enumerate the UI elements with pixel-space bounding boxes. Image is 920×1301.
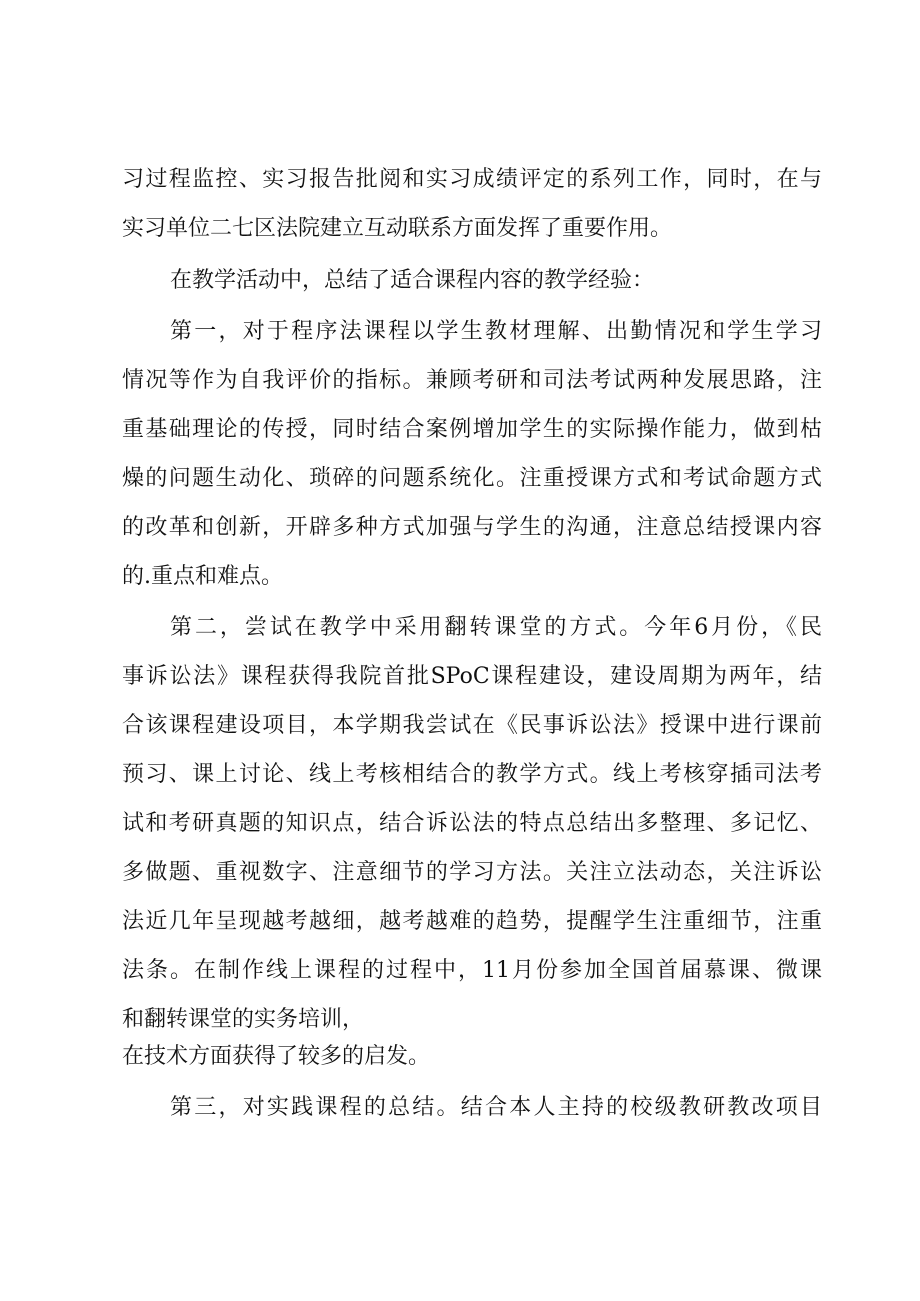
text-line: 在技术方面获得了较多的启发。 xyxy=(122,1044,431,1069)
paragraph-line: 第二，尝试在教学中采用翻转课堂的方式。今年6月份，《民 xyxy=(170,615,822,640)
paragraph-line: 在教学活动中，总结了适合课程内容的教学经验： xyxy=(170,268,655,293)
text-line: 试和考研真题的知识点，结合诉讼法的特点总结出多整理、多记忆、 xyxy=(122,811,822,836)
text-line: 法条。在制作线上课程的过程中，11月份参加全国首届慕课、微课 xyxy=(122,958,822,983)
text-line: 事诉讼法》课程获得我院首批SPoC课程建设，建设周期为两年，结 xyxy=(122,664,822,689)
text-line: 燥的问题生动化、琐碎的问题系统化。注重授课方式和考试命题方式 xyxy=(122,466,822,491)
text-line: 重基础理论的传授，同时结合案例增加学生的实际操作能力，做到枯 xyxy=(122,417,822,442)
text-line: 实习单位二七区法院建立互动联系方面发挥了重要作用。 xyxy=(122,216,673,241)
text-line: 预习、课上讨论、线上考核相结合的教学方式。线上考核穿插司法考 xyxy=(122,762,822,787)
text-line: 合该课程建设项目，本学期我尝试在《民事诉讼法》授课中进行课前 xyxy=(122,713,822,738)
text-line: 习过程监控、实习报告批阅和实习成绩评定的系列工作，同时，在与 xyxy=(122,167,822,192)
text-line: 情况等作为自我评价的指标。兼顾考研和司法考试两种发展思路，注 xyxy=(122,368,822,393)
paragraph-line: 第三，对实践课程的总结。结合本人主持的校级教研教改项目 xyxy=(170,1095,822,1120)
text-line: 的改革和创新，开辟多种方式加强与学生的沟通，注意总结授课内容 xyxy=(122,515,822,540)
paragraph-line: 第一，对于程序法课程以学生教材理解、出勤情况和学生学习 xyxy=(170,319,822,344)
text-line: 和翻转课堂的实务培训， xyxy=(122,1007,365,1032)
text-line: 的.重点和难点。 xyxy=(122,564,283,589)
text-line: 法近几年呈现越考越细，越考越难的趋势，提醒学生注重细节，注重 xyxy=(122,909,822,934)
text-line: 多做题、重视数字、注意细节的学习方法。关注立法动态，关注诉讼 xyxy=(122,860,822,885)
